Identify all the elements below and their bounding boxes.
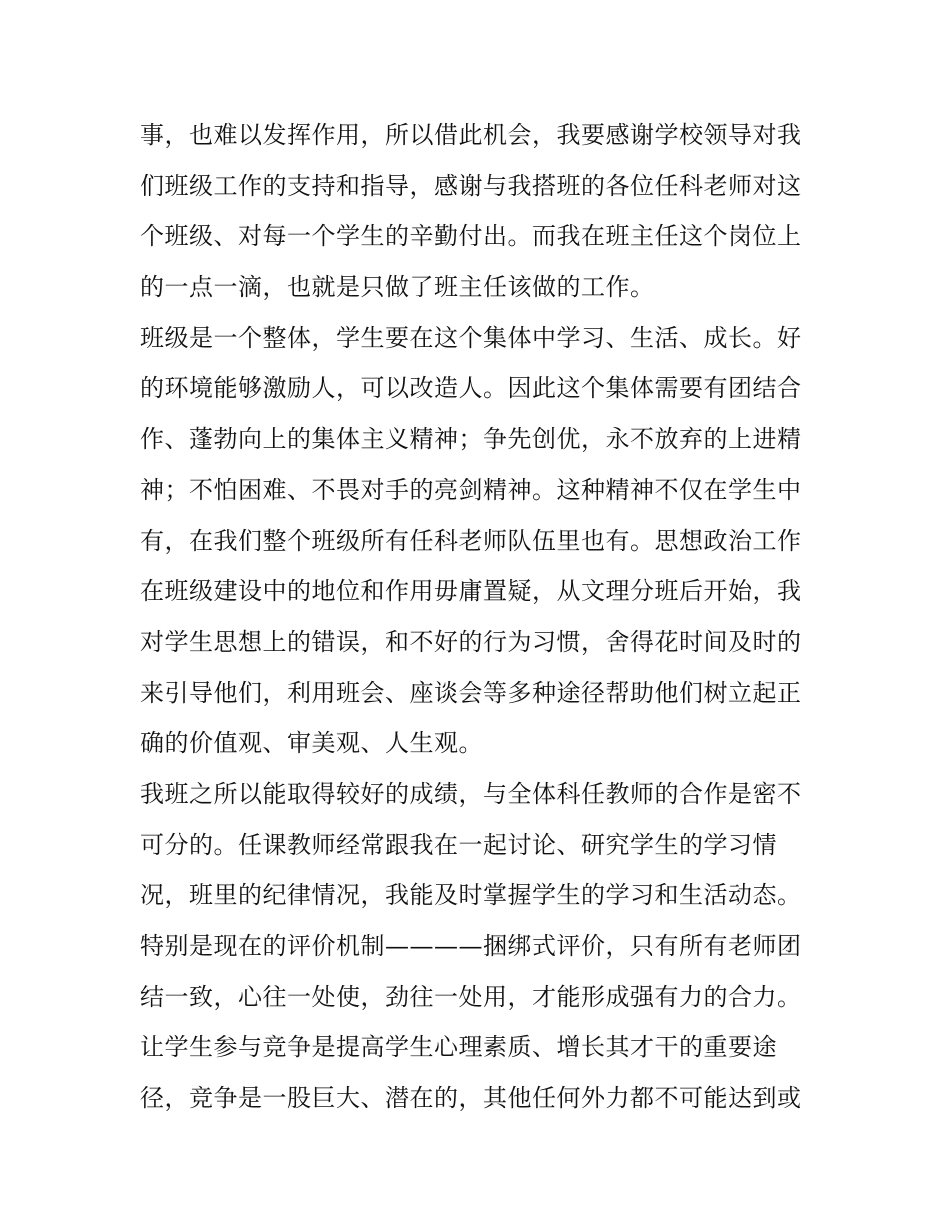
text-line: 神；不怕困难、不畏对手的亮剑精神。这种精神不仅在学生中 — [140, 475, 802, 504]
text-line: 在班级建设中的地位和作用毋庸置疑，从文理分班后开始，我 — [140, 577, 802, 606]
text-line: 径，竞争是一股巨大、潜在的，其他任何外力都不可能达到或 — [140, 1084, 802, 1113]
text-line: 确的价值观、审美观、人生观。 — [140, 729, 483, 758]
text-line: 对学生思想上的错误，和不好的行为习惯，舍得花时间及时的 — [140, 627, 802, 656]
text-line: 况，班里的纪律情况，我能及时掌握学生的学习和生活动态。 — [140, 881, 802, 910]
text-line: 特别是现在的评价机制————捆绑式评价，只有所有老师团 — [140, 932, 802, 960]
text-line: 结一致，心往一处使，劲往一处用，才能形成强有力的合力。 — [140, 982, 802, 1011]
text-line: 有，在我们整个班级所有任科老师队伍里也有。思想政治工作 — [140, 526, 802, 555]
text-line: 事，也难以发挥作用，所以借此机会，我要感谢学校领导对我 — [140, 121, 802, 149]
text-line: 可分的。任课教师经常跟我在一起讨论、研究学生的学习情 — [140, 830, 777, 859]
text-line: 来引导他们，利用班会、座谈会等多种途径帮助他们树立起正 — [140, 678, 802, 707]
text-line: 个班级、对每一个学生的辛勤付出。而我在班主任这个岗位上 — [140, 222, 802, 251]
text-line: 我班之所以能取得较好的成绩，与全体科任教师的合作是密不 — [140, 779, 802, 808]
body-text — [140, 110, 820, 1124]
text-line: 作、蓬勃向上的集体主义精神；争先创优，永不放弃的上进精 — [140, 425, 802, 454]
text-line: 班级是一个整体，学生要在这个集体中学习、生活、成长。好 — [140, 323, 802, 352]
text-line: 让学生参与竞争是提高学生心理素质、增长其才干的重要途 — [140, 1033, 777, 1062]
text-line: 的环境能够激励人，可以改造人。因此这个集体需要有团结合 — [140, 374, 802, 403]
text-line: 的一点一滴，也就是只做了班主任该做的工作。 — [140, 273, 655, 302]
text-line: 们班级工作的支持和指导，感谢与我搭班的各位任科老师对这 — [140, 171, 802, 200]
